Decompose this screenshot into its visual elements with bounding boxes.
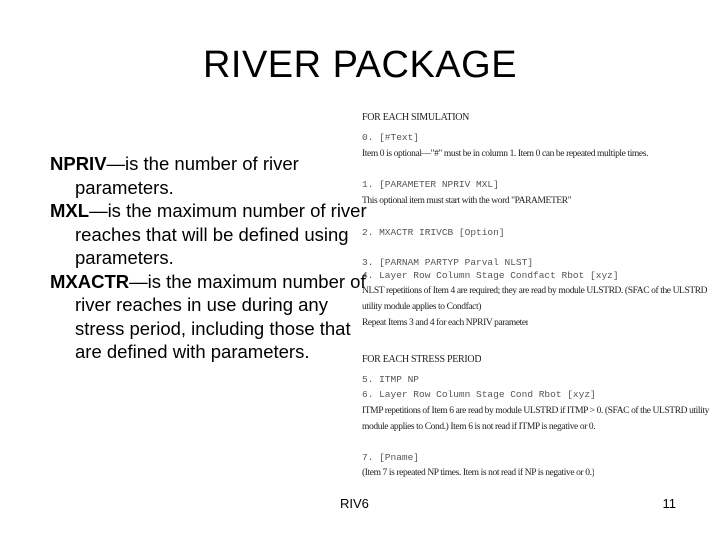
slide-title: RIVER PACKAGE <box>202 44 518 86</box>
figure-line: Repeat Items 3 and 4 for each NPRIV parameter <box>362 318 529 328</box>
input-format-figure <box>362 112 709 484</box>
figure-line: 7. [Pname] <box>362 452 420 463</box>
figure-line: 1. [PARAMETER NPRIV MXL] <box>362 179 499 190</box>
footer-label: RIV6 <box>340 496 369 511</box>
figure-line: 6. Layer Row Column Stage Cond Rbot [xyz] <box>362 389 596 400</box>
bullet-term: MXL <box>50 200 90 221</box>
bullet-term: NPRIV <box>50 153 107 174</box>
bullet-term: MXACTR <box>50 270 130 292</box>
figure-line: utility module applies to Condfact) <box>362 302 481 312</box>
figure-line: (Item 7 is repeated NP times. Item is not read if NP is negative or 0.) <box>362 468 595 478</box>
bullet-text: —is the maximum number of river reaches that will be defined using parameters. <box>75 200 367 268</box>
figure-line: Item 0 is optional—"#" must be in column 1. Item 0 can be repeated multiple times. <box>362 149 649 159</box>
figure-line: module applies to Cond.) Item 6 is not read if ITMP is negative or 0. <box>362 422 596 432</box>
bullet-npriv <box>50 152 370 199</box>
bullet-mxactr <box>50 270 370 364</box>
figure-line: 4. Layer Row Column Stage Condfact Rbot [xyz] <box>362 270 619 281</box>
figure-line: 3. [PARNAM PARTYP Parval NLST] <box>362 257 534 268</box>
figure-line: This optional item must start with the word "PARAMETER" <box>362 196 572 206</box>
figure-line: 5. ITMP NP <box>362 374 420 385</box>
figure-line: FOR EACH SIMULATION <box>362 112 470 123</box>
bullet-text: —is the number of river parameters. <box>75 153 299 198</box>
figure-line: ITMP repetitions of Item 6 are read by module ULSTRD if ITMP > 0. (SFAC of the ULSTRD utility <box>362 406 709 416</box>
figure-line: NLST repetitions of Item 4 are required; they are read by module ULSTRD. (SFAC of the ULSTRD <box>362 286 708 296</box>
page-number: 11 <box>662 496 676 511</box>
figure-line: 2. MXACTR IRIVCB [Option] <box>362 227 505 238</box>
figure-line: 0. [#Text] <box>362 132 420 143</box>
bullet-text: —is the maximum number of river reaches in use during any stress period, including those that are defined with parameters. <box>75 270 366 362</box>
bullet-list <box>50 152 370 364</box>
bullet-mxl <box>50 199 370 270</box>
figure-line: FOR EACH STRESS PERIOD <box>362 354 482 365</box>
